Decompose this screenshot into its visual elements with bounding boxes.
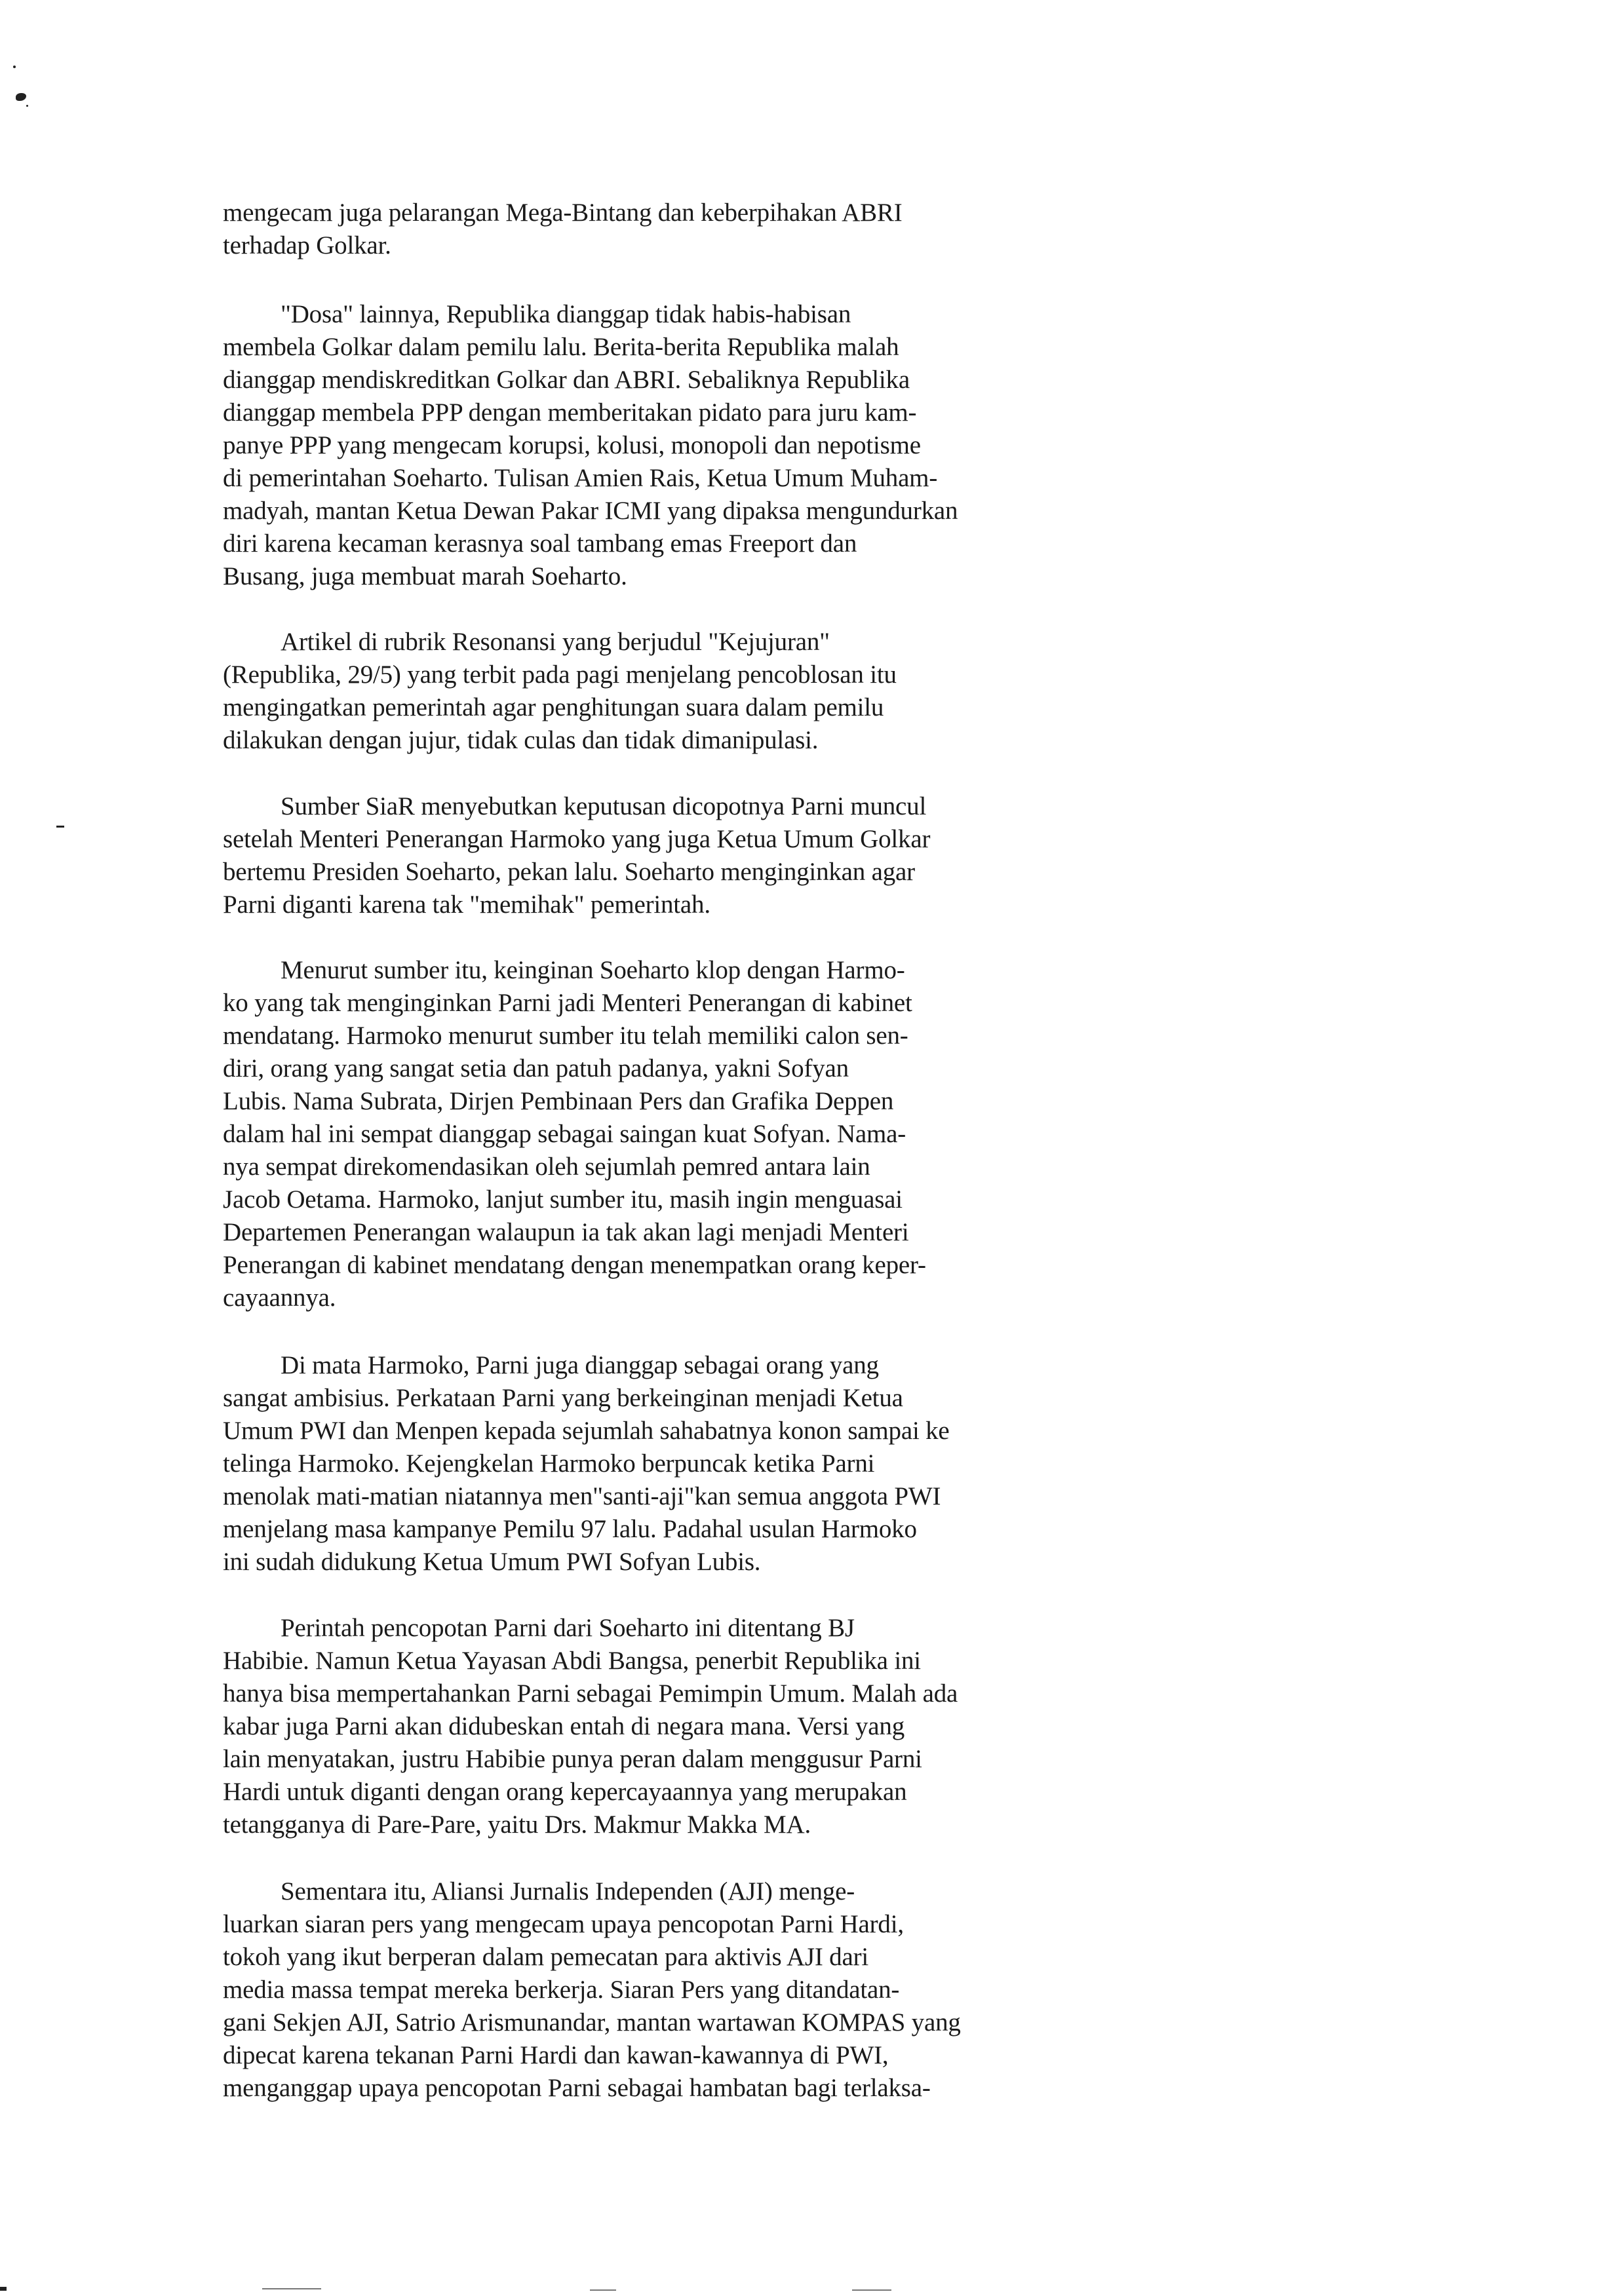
text-line: (Republika, 29/5) yang terbit pada pagi menjelang pencoblosan itu bbox=[223, 660, 897, 689]
text-line: kabar juga Parni akan didubeskan entah di negara mana. Versi yang bbox=[223, 1712, 905, 1740]
text-line: lain menyatakan, justru Habibie punya peran dalam menggusur Parni bbox=[223, 1745, 922, 1773]
text-line: membela Golkar dalam pemilu lalu. Berita-berita Republika malah bbox=[223, 333, 899, 361]
text-line: Di mata Harmoko, Parni juga dianggap sebagai orang yang bbox=[281, 1351, 879, 1379]
text-line: diri, orang yang sangat setia dan patuh padanya, yakni Sofyan bbox=[223, 1054, 849, 1082]
text-line: terhadap Golkar. bbox=[223, 231, 391, 259]
text-line: Umum PWI dan Menpen kepada sejumlah sahabatnya konon sampai ke bbox=[223, 1417, 950, 1445]
scan-mark-left bbox=[56, 826, 64, 828]
text-line: dalam hal ini sempat dianggap sebagai saingan kuat Sofyan. Nama- bbox=[223, 1120, 906, 1148]
paragraph bbox=[223, 626, 1088, 757]
text-line: Menurut sumber itu, keinginan Soeharto klop dengan Harmo- bbox=[281, 956, 905, 984]
text-line: Parni diganti karena tak "memihak" pemerintah. bbox=[223, 890, 710, 919]
scan-mark-bottom bbox=[0, 2287, 7, 2291]
text-line: mengecam juga pelarangan Mega-Bintang dan keberpihakan ABRI bbox=[223, 199, 903, 227]
text-line: Sementara itu, Aliansi Jurnalis Independen (AJI) menge- bbox=[281, 1877, 855, 1905]
text-line: Lubis. Nama Subrata, Dirjen Pembinaan Pers dan Grafika Deppen bbox=[223, 1087, 894, 1115]
text-line: sangat ambisius. Perkataan Parni yang berkeinginan menjadi Ketua bbox=[223, 1384, 903, 1412]
scan-speck-bottom bbox=[590, 2289, 616, 2291]
text-line: Busang, juga membuat marah Soeharto. bbox=[223, 562, 627, 590]
text-line: luarkan siaran pers yang mengecam upaya pencopotan Parni Hardi, bbox=[223, 1910, 904, 1938]
text-line: Sumber SiaR menyebutkan keputusan dicopotnya Parni muncul bbox=[281, 792, 927, 820]
text-line: Jacob Oetama. Harmoko, lanjut sumber itu, masih ingin menguasai bbox=[223, 1185, 903, 1214]
paragraph bbox=[223, 1612, 1088, 1841]
text-line: gani Sekjen AJI, Satrio Arismunandar, mantan wartawan KOMPAS yang bbox=[223, 2008, 961, 2037]
text-line: dianggap mendiskreditkan Golkar dan ABRI. Sebaliknya Republika bbox=[223, 366, 910, 394]
text-line: dianggap membela PPP dengan memberitakan pidato para juru kam- bbox=[223, 398, 917, 427]
text-line: madyah, mantan Ketua Dewan Pakar ICMI yang dipaksa mengundurkan bbox=[223, 497, 958, 525]
text-line: ini sudah didukung Ketua Umum PWI Sofyan Lubis. bbox=[223, 1548, 761, 1576]
paragraph bbox=[223, 1349, 1088, 1578]
text-line: Penerangan di kabinet mendatang dengan menempatkan orang keper- bbox=[223, 1251, 926, 1279]
text-line: dilakukan dengan jujur, tidak culas dan tidak dimanipulasi. bbox=[223, 726, 819, 754]
text-line: hanya bisa mempertahankan Parni sebagai Pemimpin Umum. Malah ada bbox=[223, 1679, 958, 1708]
text-line: bertemu Presiden Soeharto, pekan lalu. Soeharto menginginkan agar bbox=[223, 858, 915, 886]
scan-speck-top bbox=[13, 66, 16, 68]
text-line: cayaannya. bbox=[223, 1284, 336, 1312]
scan-speck-bottom bbox=[852, 2289, 891, 2291]
paragraph bbox=[223, 1875, 1088, 2105]
text-line: diri karena kecaman kerasnya soal tambang emas Freeport dan bbox=[223, 529, 857, 558]
text-line: menjelang masa kampanye Pemilu 97 lalu. Padahal usulan Harmoko bbox=[223, 1515, 917, 1543]
text-line: Departemen Penerangan walaupun ia tak akan lagi menjadi Menteri bbox=[223, 1218, 909, 1246]
paragraph bbox=[223, 298, 1088, 593]
text-line: "Dosa" lainnya, Republika dianggap tidak habis-habisan bbox=[281, 300, 851, 328]
text-line: tetangganya di Pare-Pare, yaitu Drs. Makmur Makka MA. bbox=[223, 1810, 811, 1839]
scan-speck-top-small bbox=[26, 105, 28, 107]
paragraph bbox=[223, 954, 1088, 1314]
text-line: mendatang. Harmoko menurut sumber itu telah memiliki calon sen- bbox=[223, 1022, 908, 1050]
text-line: Artikel di rubrik Resonansi yang berjudul "Kejujuran" bbox=[281, 628, 830, 656]
text-line: Perintah pencopotan Parni dari Soeharto ini ditentang BJ bbox=[281, 1614, 855, 1642]
text-line: setelah Menteri Penerangan Harmoko yang juga Ketua Umum Golkar bbox=[223, 825, 931, 853]
text-line: Habibie. Namun Ketua Yayasan Abdi Bangsa, penerbit Republika ini bbox=[223, 1647, 921, 1675]
text-line: menganggap upaya pencopotan Parni sebagai hambatan bagi terlaksa- bbox=[223, 2074, 931, 2102]
text-line: menolak mati-matian niatannya men"santi-aji"kan semua anggota PWI bbox=[223, 1482, 941, 1510]
text-line: Hardi untuk diganti dengan orang kepercayaannya yang merupakan bbox=[223, 1778, 907, 1806]
text-line: panye PPP yang mengecam korupsi, kolusi, monopoli dan nepotisme bbox=[223, 431, 921, 459]
text-line: media massa tempat mereka berkerja. Siaran Pers yang ditandatan- bbox=[223, 1976, 900, 2004]
scan-speck-bottom bbox=[262, 2288, 321, 2289]
scan-mark-top bbox=[16, 93, 26, 101]
text-line: di pemerintahan Soeharto. Tulisan Amien Rais, Ketua Umum Muham- bbox=[223, 464, 938, 492]
paragraph bbox=[223, 790, 1088, 921]
text-line: dipecat karena tekanan Parni Hardi dan kawan-kawannya di PWI, bbox=[223, 2041, 889, 2069]
text-line: ko yang tak menginginkan Parni jadi Menteri Penerangan di kabinet bbox=[223, 989, 912, 1017]
paragraph bbox=[223, 197, 1088, 262]
text-line: tokoh yang ikut berperan dalam pemecatan para aktivis AJI dari bbox=[223, 1943, 868, 1971]
text-line: nya sempat direkomendasikan oleh sejumlah pemred antara lain bbox=[223, 1153, 870, 1181]
text-line: mengingatkan pemerintah agar penghitungan suara dalam pemilu bbox=[223, 693, 884, 721]
text-line: telinga Harmoko. Kejengkelan Harmoko berpuncak ketika Parni bbox=[223, 1449, 875, 1478]
